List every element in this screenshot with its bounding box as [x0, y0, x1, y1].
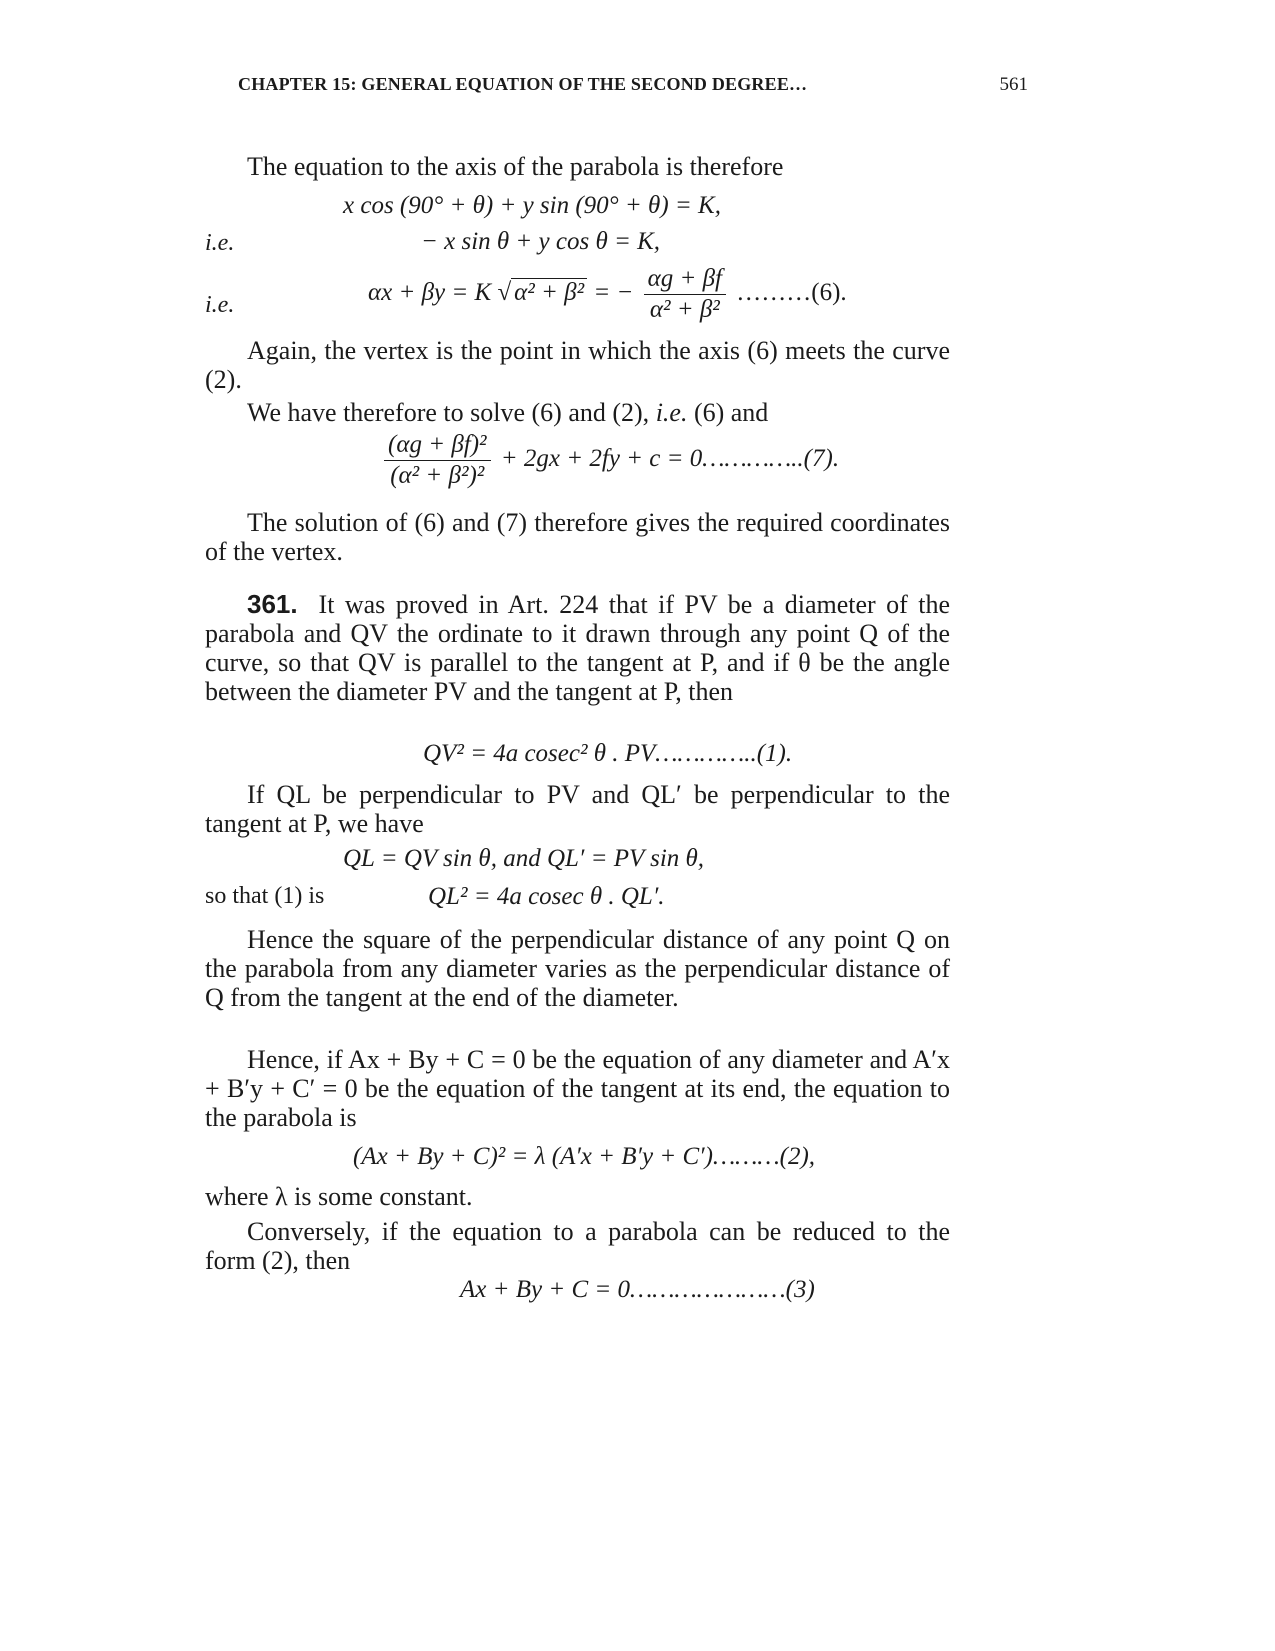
equation-3: Ax + By + C = 0…………………(3) — [460, 1276, 815, 1303]
equation-6-fraction — [644, 266, 726, 323]
equation-7-rest: + 2gx + 2fy + c = 0…………..(7). — [500, 445, 840, 473]
paragraph-solve-b: (6) and — [687, 398, 769, 427]
paragraph-conversely: Conversely, if the equation to a parabola can be reduced to the form (2), then — [205, 1217, 950, 1275]
paragraph-vertex-definition: Again, the vertex is the point in which the axis (6) meets the curve (2). — [205, 336, 950, 394]
article-number: 361. — [247, 589, 298, 619]
paragraph-solution: The solution of (6) and (7) therefore gives the required coordinates of the vertex. — [205, 508, 950, 566]
equation-axis-neg-sin: − x sin θ + y cos θ = K, — [421, 228, 661, 255]
equation-ql: QL = QV sin θ, and QL′ = PV sin θ, — [343, 845, 705, 872]
fraction-numerator: αg + βf — [644, 266, 726, 295]
fraction-numerator: (αg + βf)² — [384, 432, 491, 461]
equation-7 — [380, 432, 839, 489]
fraction-denominator: α² + β² — [649, 296, 720, 323]
paragraph-solve — [205, 398, 950, 427]
equation-7-fraction — [384, 432, 491, 489]
equation-qv-squared: QV² = 4a cosec² θ . PV…………..(1). — [423, 740, 793, 767]
ie-label-1: i.e. — [205, 230, 235, 256]
paragraph-solve-ie: i.e. — [655, 398, 688, 427]
fraction-denominator: (α² + β²)² — [390, 462, 485, 489]
paragraph-axis-intro: The equation to the axis of the parabola is therefore — [247, 152, 784, 181]
article-361-text: It was proved in Art. 224 that if PV be a diameter of the parabola and QV the ordinate to it drawn through any point Q of the curve, so that QV is parallel to the tangent at P, and if θ be the angle between the diameter PV and the tangent at P, then — [205, 590, 950, 706]
paragraph-diameter-equation: Hence, if Ax + By + C = 0 be the equation of any diameter and A′x + B′y + C′ = 0 be the equation of the tangent at its end, the equation to the parabola is — [205, 1045, 950, 1132]
paragraph-lambda: where λ is some constant. — [205, 1182, 473, 1211]
equation-2: (Ax + By + C)² = λ (A′x + B′y + C′)………(2), — [353, 1143, 816, 1170]
chapter-title: CHAPTER 15: GENERAL EQUATION OF THE SECOND DEGREE… — [238, 74, 808, 94]
equation-ql-squared: QL² = 4a cosec θ . QL′. — [428, 883, 665, 910]
equation-axis-cos-sin: x cos (90° + θ) + y sin (90° + θ) = K, — [343, 192, 721, 219]
sqrt-term: √ α² + β² — [497, 279, 587, 307]
sqrt-radicand: α² + β² — [511, 278, 587, 306]
paragraph-solve-a: We have therefore to solve (6) and (2), — [247, 398, 656, 427]
equation-6-mid: = − — [593, 279, 634, 307]
ie-label-2: i.e. — [205, 292, 235, 318]
so-that-label: so that (1) is — [205, 883, 325, 909]
paragraph-perpendiculars: If QL be perpendicular to PV and QL′ be perpendicular to the tangent at P, we have — [205, 780, 950, 838]
running-header — [238, 74, 1028, 104]
paragraph-square-distance: Hence the square of the perpendicular distance of any point Q on the parabola from any diameter varies as the perpendicular distance of Q from the tangent at the end of the diameter. — [205, 925, 950, 1012]
equation-6-left: αx + βy = K — [368, 279, 492, 307]
equation-6 — [368, 266, 847, 323]
paragraph-article-361 — [205, 590, 950, 706]
page-number: 561 — [999, 74, 1028, 95]
equation-6-tag: ………(6). — [736, 279, 847, 307]
